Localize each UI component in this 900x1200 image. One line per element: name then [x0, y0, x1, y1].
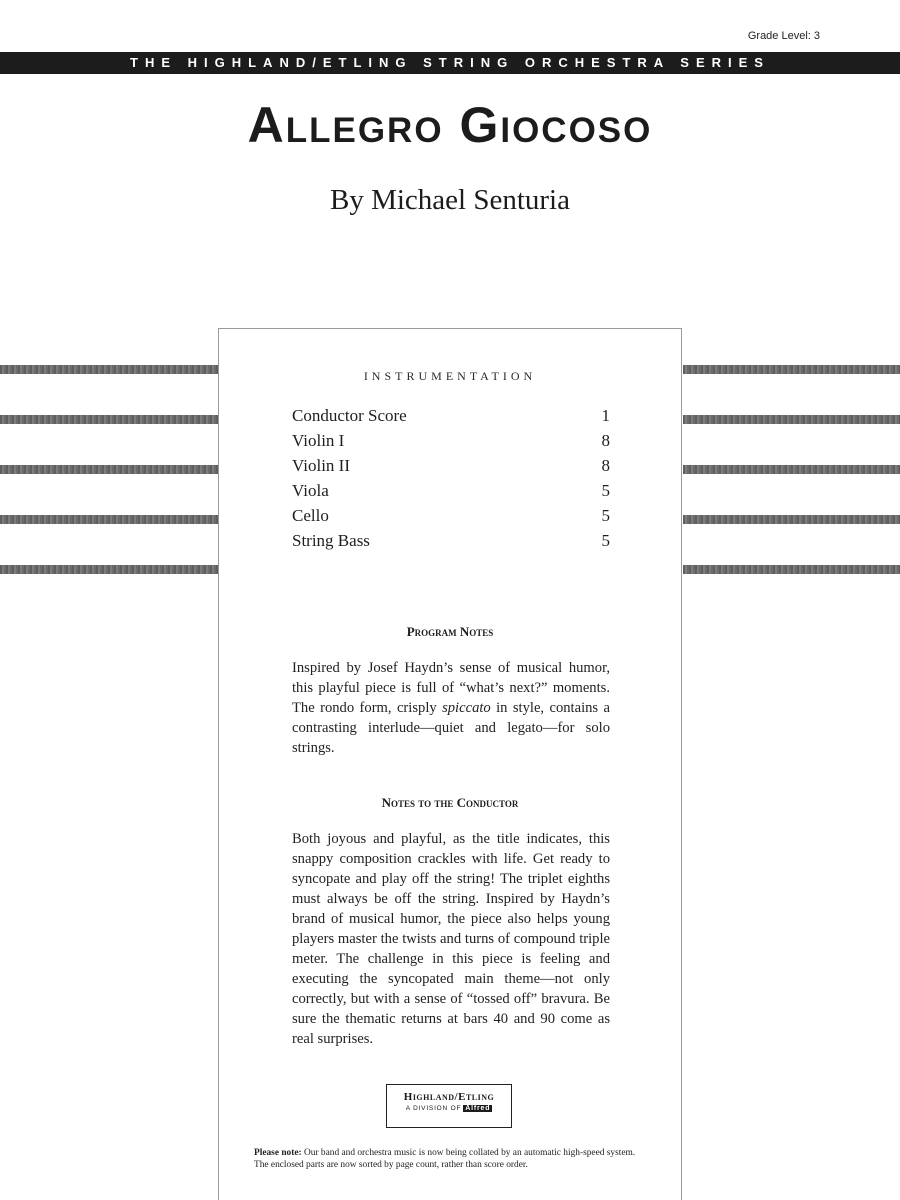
program-notes-text: Inspired by Josef Haydn’s sense of musical humor, this playful piece is full of “what’s next?” moments. The rondo form, crisply spiccato in style, contains a contrasting interlude—quiet and legato—for solo strings.	[292, 660, 610, 756]
staff-lines-left	[0, 365, 218, 615]
staff-line	[683, 565, 900, 574]
italic-term: spiccato	[442, 700, 491, 716]
instrumentation-row	[292, 403, 610, 428]
staff-line	[683, 465, 900, 474]
instrumentation-row	[292, 478, 610, 503]
instrument-name: Cello	[292, 506, 329, 525]
footer-note-label: Please note:	[254, 1148, 302, 1158]
instrument-name: Violin II	[292, 456, 350, 475]
info-card	[218, 328, 682, 1200]
conductor-notes-heading: Notes to the Conductor	[381, 795, 519, 810]
staff-line	[683, 515, 900, 524]
instrument-name: String Bass	[292, 531, 370, 550]
staff-lines-right	[683, 365, 900, 615]
instrument-name: Violin I	[292, 431, 345, 450]
instrumentation-row	[292, 428, 610, 453]
instrument-name: Viola	[292, 481, 329, 500]
staff-line	[683, 365, 900, 374]
staff-line	[0, 515, 218, 524]
instrument-count: 8	[601, 431, 610, 450]
instrumentation-heading: INSTRUMENTATION	[363, 369, 537, 383]
instrument-name: Conductor Score	[292, 406, 407, 425]
footer-note-text: Our band and orchestra music is now being collated by an automatic high-speed system. The enclosed parts are now sorted by page count, rather than score order.	[254, 1148, 636, 1170]
publisher-logo-name: Highland/Etling	[403, 1091, 495, 1103]
staff-line	[0, 365, 218, 374]
instrument-count: 5	[601, 481, 610, 500]
instrumentation-row	[292, 503, 610, 528]
publisher-logo-sub: A DIVISION OF Alfred	[405, 1105, 491, 1112]
staff-line	[683, 415, 900, 424]
grade-level: Grade Level: 3	[747, 30, 820, 42]
instrumentation-row	[292, 453, 610, 478]
instrument-count: 5	[601, 506, 610, 525]
staff-line	[0, 465, 218, 474]
conductor-notes-text: Both joyous and playful, as the title indicates, this snappy composition crackles with life. Get ready to syncopate and play off the string! The triplet eighths must always be off the string. Inspired by Haydn’s brand of musical humor, the piece also helps young players master the twists and turns of compound triple meter. The challenge in this piece is feeling and executing the syncopated main theme—not only correctly, but with a sense of “tossed off” bravura. Be sure the thematic returns at bars 40 and 90 come as real surprises.	[292, 831, 610, 1047]
instrumentation-row	[292, 528, 610, 553]
publisher-logo	[386, 1084, 512, 1128]
footer-note	[254, 1147, 649, 1171]
alfred-logo: Alfred	[465, 1105, 491, 1112]
series-banner	[0, 52, 900, 74]
series-title: THE HIGHLAND/ETLING STRING ORCHESTRA SERIES	[130, 55, 770, 70]
staff-line	[0, 565, 218, 574]
instrument-count: 5	[601, 531, 610, 550]
piece-title: Allegro Giocoso	[247, 97, 653, 153]
instrument-count: 1	[601, 406, 610, 425]
program-notes-heading: Program Notes	[406, 624, 494, 639]
composer-byline: By Michael Senturia	[329, 184, 570, 216]
instrument-count: 8	[601, 456, 610, 475]
instrumentation-list	[292, 403, 610, 553]
staff-line	[0, 415, 218, 424]
